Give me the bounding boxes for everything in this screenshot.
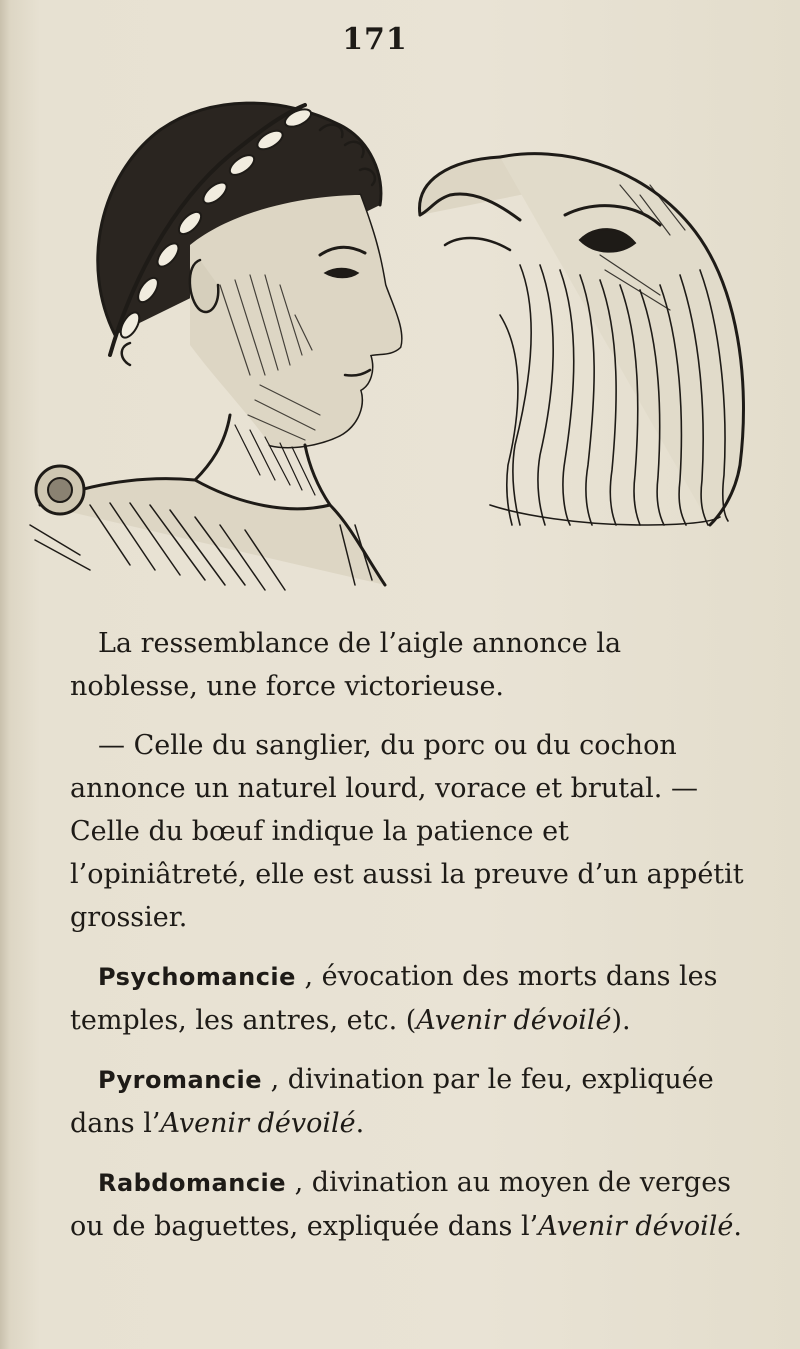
entry-term: Pyromancie [98,1066,263,1094]
man-profile-engraving [30,103,401,590]
entry-pyromancie [70,1058,750,1145]
entry-psychomancie [70,955,750,1042]
page-number: 171 [342,22,408,57]
entry-term: Rabdomancie [98,1169,287,1197]
engraving-illustration [20,85,760,605]
entry-term: Psychomancie [98,963,296,991]
entry-definition: , divination par le feu, expliquée dans l’ [70,1064,714,1139]
eagle-head-engraving [420,154,744,525]
paragraph-boar-ox: — Celle du sanglier, du porc ou du cochon annonce un naturel lourd, vorace et brutal. — Celle du bœuf indique la patience et l’opiniâtreté, elle est aussi la preuve d’un appétit grossier. [70,730,744,933]
entry-reference: Avenir dévoilé [416,1005,612,1036]
entry-rabdomancie [70,1161,750,1248]
entry-definition: , évocation des morts dans les temples, les antres, etc. ( [70,961,718,1036]
paragraph-eagle: La ressemblance de l’aigle annonce la noblesse, une force victorieuse. [70,628,622,702]
entry-tail: ). [611,1005,631,1036]
body-text [70,622,750,1248]
entry-tail: . [733,1211,742,1242]
entry-reference: Avenir dévoilé [160,1108,356,1139]
entry-reference: Avenir dévoilé [538,1211,734,1242]
entry-definition: , divination au moyen de verges ou de baguettes, expliquée dans l’ [70,1167,732,1242]
entry-tail: . [355,1108,365,1139]
